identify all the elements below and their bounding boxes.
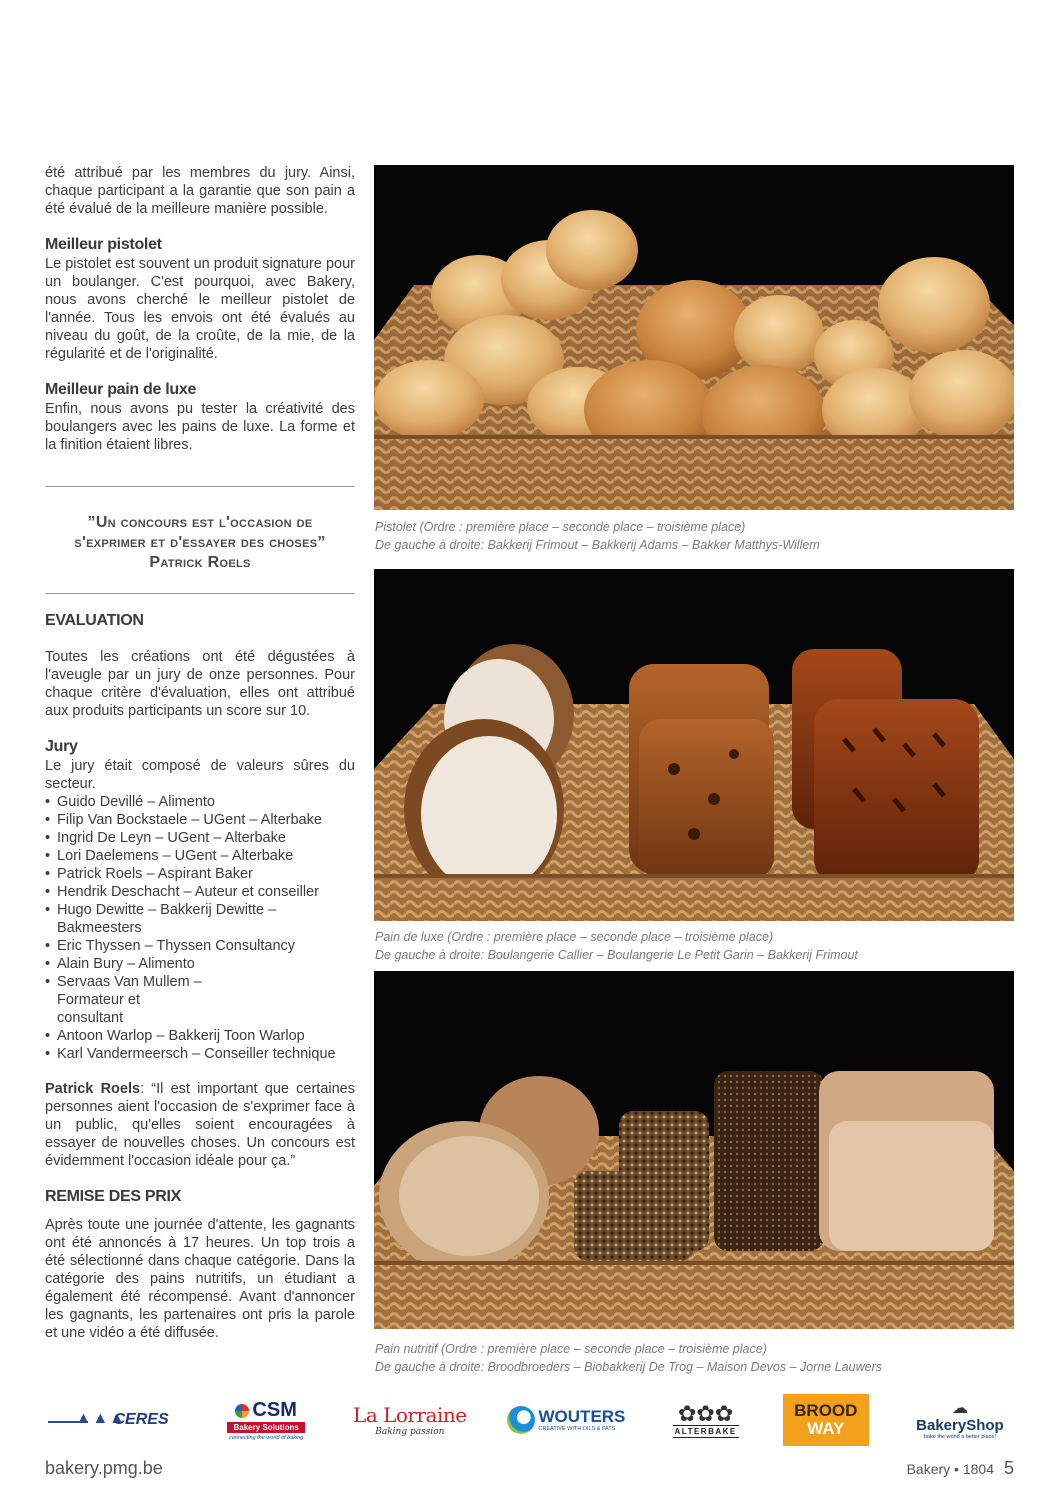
broodway-line2: WAY xyxy=(807,1419,845,1438)
photo-pain-nutritif xyxy=(374,971,1014,1329)
footer-url[interactable]: bakery.pmg.be xyxy=(45,1458,163,1478)
alterbake-text: ALTERBAKE xyxy=(674,1426,737,1436)
jury-intro: Le jury était composé de valeurs sûres du secteur. xyxy=(45,758,355,792)
caption-luxe-line2: De gauche à droite: Boulangerie Callier – Boulangerie Le Petit Garin – Bakkerij Frimout xyxy=(375,948,858,962)
bakeryshop-text: BakeryShop xyxy=(916,1416,1004,1434)
caption-pistolet-line2: De gauche à droite: Bakkerij Frimout – Bakkerij Adams – Bakker Matthys-Willem xyxy=(375,538,820,552)
statement-text: : “Il est important que certaines personnes aient l'occasion de s'exprimer face à un public, qu'elles soient encouragées à essayer de nouvelles choses. Un concours est évidemment l'occasion idéale pour ça.” xyxy=(45,1081,355,1169)
pistolet-heading: Meilleur pistolet xyxy=(45,236,162,253)
lorraine-text: La Lorraine xyxy=(353,1403,467,1427)
quote-line-2: s'exprimer et d'essayer des choses” xyxy=(74,534,326,551)
page-number: 5 xyxy=(1003,1458,1014,1478)
la-lorraine-logo xyxy=(352,1392,467,1448)
caption-luxe-line1: Pain de luxe (Ordre : première place – seconde place – troisième place) xyxy=(375,930,774,944)
evaluation-heading: EVALUATION xyxy=(45,612,144,629)
csm-circle-icon xyxy=(235,1404,249,1418)
caption-nutritif-line1: Pain nutritif (Ordre : première place – seconde place – troisième place) xyxy=(375,1342,767,1356)
jury-list xyxy=(45,793,355,1063)
caption-nutritif-line2: De gauche à droite: Broodbroeders – Biobakkerij De Trog – Maison Devos – Jorne Lauwers xyxy=(375,1360,882,1374)
csm-tag: connecting the world of baking xyxy=(229,1435,304,1441)
broodway-logo xyxy=(783,1394,869,1446)
caption-pain-de-luxe xyxy=(375,928,1015,964)
remise-heading: REMISE DES PRIX xyxy=(45,1188,181,1205)
footer-issue-text: Bakery • 1804 xyxy=(906,1461,994,1477)
jury-member: • Alain Bury – Alimento xyxy=(45,955,355,973)
csm-text: CSM xyxy=(252,1399,297,1421)
jury-member: • Antoon Warlop – Bakkerij Toon Warlop xyxy=(45,1027,355,1045)
remise-paragraph: Après toute une journée d'attente, les gagnants ont été annoncés à 17 heures. Un top trois a été sélectionné dans chaque catégorie. Dans la catégorie des pains nutritifs, un étudiant a également été récompensé. Avant d'annoncer les gagnants, les partenaires ont pris la parole et une vidéo a été diffusée. xyxy=(45,1217,355,1341)
caption-pain-nutritif xyxy=(375,1340,1015,1376)
broodway-line1: BROOD xyxy=(794,1401,858,1420)
luxe-paragraph: Enfin, nous avons pu tester la créativité des boulangers avec les pains de luxe. La forme et la finition étaient libres. xyxy=(45,401,355,453)
bakeryshop-logo xyxy=(905,1392,1015,1448)
jury-member: • Eric Thyssen – Thyssen Consultancy xyxy=(45,937,355,955)
statement-speaker: Patrick Roels xyxy=(45,1081,141,1097)
article-column xyxy=(45,164,355,1342)
csm-sub: Bakery Solutions xyxy=(227,1422,304,1433)
evaluation-paragraph: Toutes les créations ont été dégustées à l'aveugle par un jury de onze personnes. Pour chaque critère d'évaluation, elles ont attribué aux produits participants un score sur 10. xyxy=(45,649,355,719)
luxe-heading: Meilleur pain de luxe xyxy=(45,381,197,398)
alterbake-logo xyxy=(665,1392,747,1448)
jury-member: • Ingrid De Leyn – UGent – Alterbake xyxy=(45,829,355,847)
statement-paragraph xyxy=(45,1080,355,1170)
wouters-text: WOUTERS xyxy=(538,1407,626,1426)
jury-member: • Hendrik Deschacht – Auteur et conseiller xyxy=(45,883,355,901)
ceres-logo: ▲▲▲ CERES xyxy=(45,1392,180,1448)
chef-hat-icon: ☁ xyxy=(951,1399,968,1417)
ceres-text: CERES xyxy=(113,1411,169,1428)
lorraine-sub: Baking passion xyxy=(375,1427,445,1437)
photo-pistolet xyxy=(374,165,1014,510)
wouters-logo xyxy=(503,1392,628,1448)
jury-heading: Jury xyxy=(45,738,78,755)
intro-paragraph: été attribué par les membres du jury. Ainsi, chaque participant a la garantie que son pain a été évalué de la meilleure manière possible. xyxy=(45,165,355,217)
pistolet-paragraph: Le pistolet est souvent un produit signature pour un boulanger. C'est pourquoi, avec Bakery, nous avons cherché le meilleur pistolet de l'année. Tous les envois ont été évalués au niveau du goût, de la croûte, de la mie, de la régularité et de l'originalité. xyxy=(45,256,355,362)
footer-issue xyxy=(907,1458,1014,1479)
bakeryshop-sub: bake the world a better place! xyxy=(923,1433,997,1440)
pull-quote xyxy=(45,513,355,573)
jury-member: • Patrick Roels – Aspirant Baker xyxy=(45,865,355,883)
wheat-icon: ✿✿✿ xyxy=(677,1400,734,1426)
photo-pain-de-luxe xyxy=(374,569,1014,921)
jury-member: • Lori Daelemens – UGent – Alterbake xyxy=(45,847,355,865)
quote-author: Patrick Roels xyxy=(149,554,251,571)
caption-pistolet-line1: Pistolet (Ordre : première place – seconde place – troisième place) xyxy=(375,520,746,534)
wouters-sub: CREATIVE WITH OILS & FATS xyxy=(538,1426,616,1432)
sponsor-logos xyxy=(45,1388,1015,1452)
jury-member: • Guido Devillé – Alimento xyxy=(45,793,355,811)
caption-pistolet xyxy=(375,518,1015,554)
jury-member: • Hugo Dewitte – Bakkerij Dewitte – Bakmeesters xyxy=(45,901,355,937)
jury-member: • Filip Van Bockstaele – UGent – Alterbake xyxy=(45,811,355,829)
jury-member: • Servaas Van Mullem – Formateur et consultant xyxy=(45,973,355,1027)
jury-member: • Karl Vandermeersch – Conseiller technique xyxy=(45,1045,355,1063)
quote-line-1: ”Un concours est l'occasion de xyxy=(87,514,313,531)
csm-logo xyxy=(216,1392,316,1448)
wouters-drop-icon xyxy=(507,1406,535,1434)
